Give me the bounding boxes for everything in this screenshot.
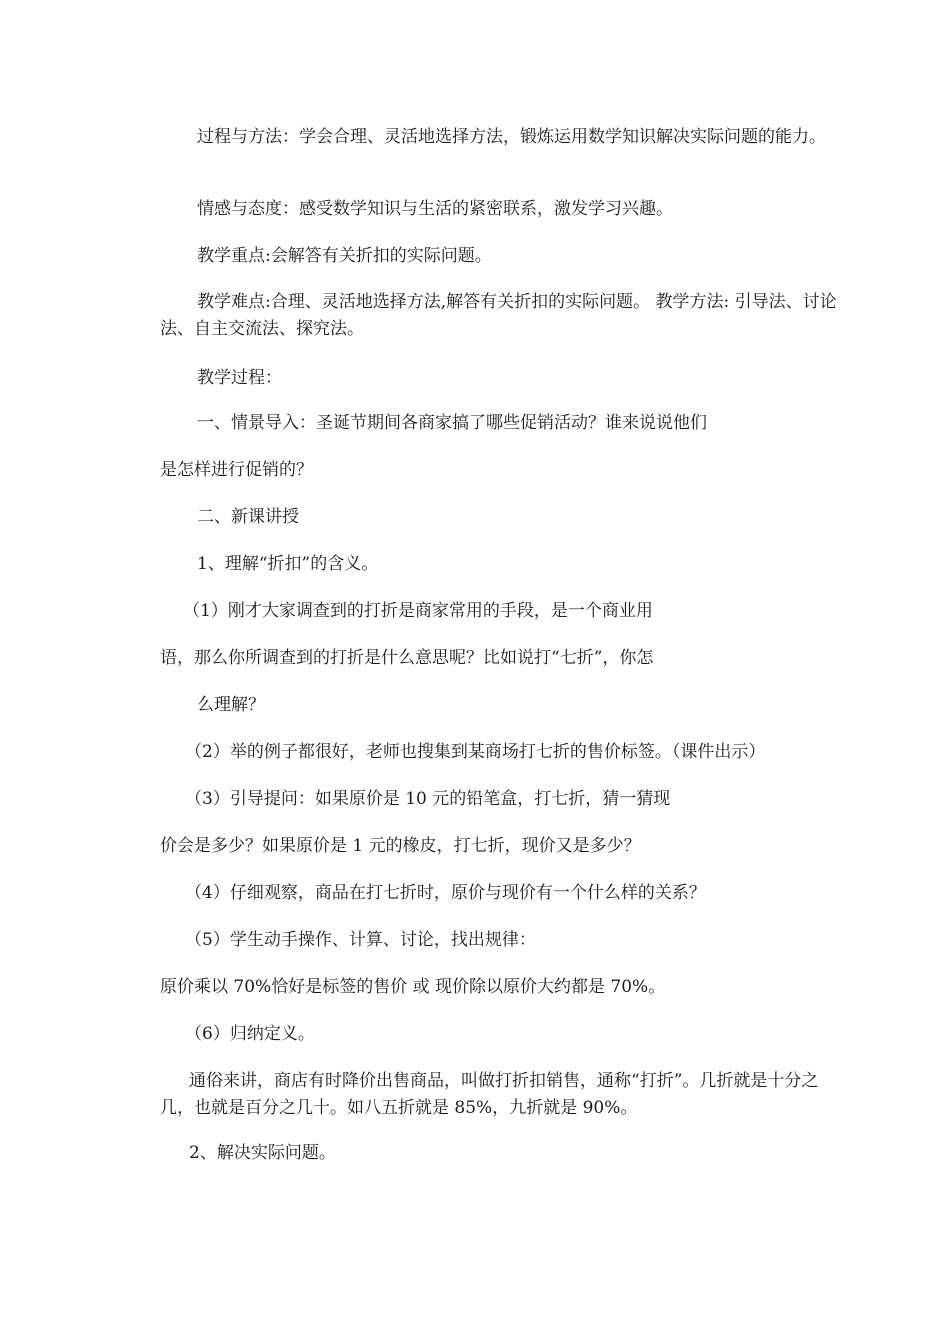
paragraph-definition: 通俗来讲，商店有时降价出售商品，叫做打折扣销售，通称“打折”。几折就是十分之几，也就是百分之几十。如八五折就是 85%，九折就是 90%。: [160, 1071, 819, 1118]
paragraph-teaching-difficulty: 教学难点:合理、灵活地选择方法,解答有关折扣的实际问题。 教学方法: 引导法、讨论法、自主交流法、探究法。: [160, 292, 837, 339]
paragraph-item5: （5）学生动手操作、计算、讨论，找出规律：: [185, 930, 536, 950]
paragraph-solve-problems: 2、解决实际问题。: [189, 1143, 336, 1163]
paragraph-item2: （2）举的例子都很好，老师也搜集到某商场打七折的售价标签。（课件出示）: [185, 742, 766, 762]
paragraph-item1-line1: （1）刚才大家调查到的打折是商家常用的手段，是一个商业用: [183, 601, 653, 621]
paragraph-item1-line3: 么理解？: [197, 695, 265, 715]
paragraph-discount-meaning: 1、理解“折扣”的含义。: [197, 554, 379, 574]
paragraph-teaching-focus: 教学重点:会解答有关折扣的实际问题。: [197, 246, 492, 266]
paragraph-item4: （4）仔细观察，商品在打七折时，原价与现价有一个什么样的关系？: [185, 883, 706, 903]
paragraph-teaching-process: 教学过程：: [197, 368, 282, 388]
paragraph-rule: 原价乘以 70%恰好是标签的售价 或 现价除以原价大约都是 70%。: [160, 977, 666, 997]
paragraph-item1-line2: 语，那么你所调查到的打折是什么意思呢？比如说打“七折”，你怎: [160, 648, 654, 668]
paragraph-item6: （6）归纳定义。: [185, 1024, 315, 1044]
section-new-lesson: 二、新课讲授: [197, 507, 299, 527]
paragraph-item3-line1: （3）引导提问：如果原价是 10 元的铅笔盒，打七折，猜一猜现: [185, 789, 671, 809]
paragraph-item3-line2: 价会是多少？如果原价是 1 元的橡皮，打七折，现价又是多少？: [160, 836, 641, 856]
paragraph-emotion-attitude: 情感与态度：感受数学知识与生活的紧密联系，激发学习兴趣。: [197, 199, 673, 219]
paragraph-intro-line2: 是怎样进行促销的？: [160, 460, 313, 480]
paragraph-intro-line1: 一、情景导入：圣诞节期间各商家搞了哪些促销活动？谁来说说他们: [197, 413, 707, 433]
paragraph-process-method: 过程与方法：学会合理、灵活地选择方法，锻炼运用数学知识解决实际问题的能力。: [197, 127, 826, 147]
